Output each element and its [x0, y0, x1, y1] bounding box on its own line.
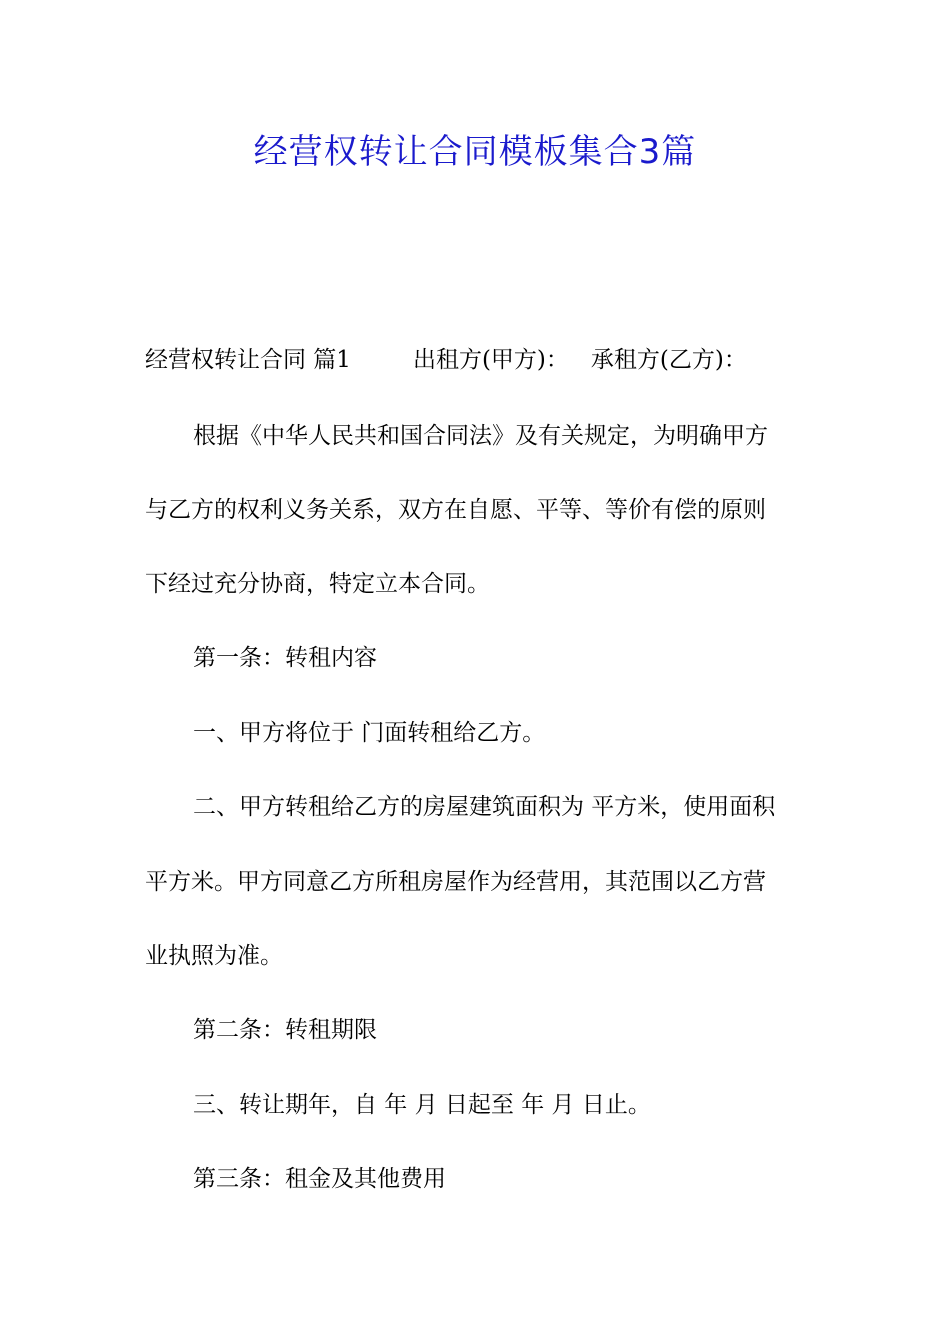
paragraph-line: 根据《中华人民共和国合同法》及有关规定，为明确甲方: [193, 423, 768, 449]
paragraph-line: 业执照为准。: [145, 943, 283, 969]
paragraph-line: 二、甲方转租给乙方的房屋建筑面积为 平方米，使用面积: [193, 794, 776, 820]
paragraph-line: 平方米。甲方同意乙方所租房屋作为经营用，其范围以乙方营: [145, 869, 766, 895]
lessor-label: 出租方(甲方)：: [412, 347, 569, 373]
article-heading: 第二条：转租期限: [193, 1017, 377, 1043]
article-heading: 第一条：转租内容: [193, 645, 377, 671]
paragraph-line: 三、转让期年，自 年 月 日起至 年 月 日止。: [193, 1092, 651, 1118]
lessee-label: 承租方(乙方)：: [590, 347, 747, 373]
article-heading: 第三条：租金及其他费用: [193, 1166, 446, 1192]
section-heading: 经营权转让合同 篇1: [145, 347, 351, 373]
document-title: 经营权转让合同模板集合3篇: [253, 132, 697, 172]
paragraph-line: 与乙方的权利义务关系，双方在自愿、平等、等价有偿的原则: [145, 497, 766, 523]
paragraph-line: 下经过充分协商，特定立本合同。: [145, 571, 490, 597]
header-line: [145, 344, 747, 376]
paragraph-line: 一、甲方将位于 门面转租给乙方。: [193, 720, 546, 746]
